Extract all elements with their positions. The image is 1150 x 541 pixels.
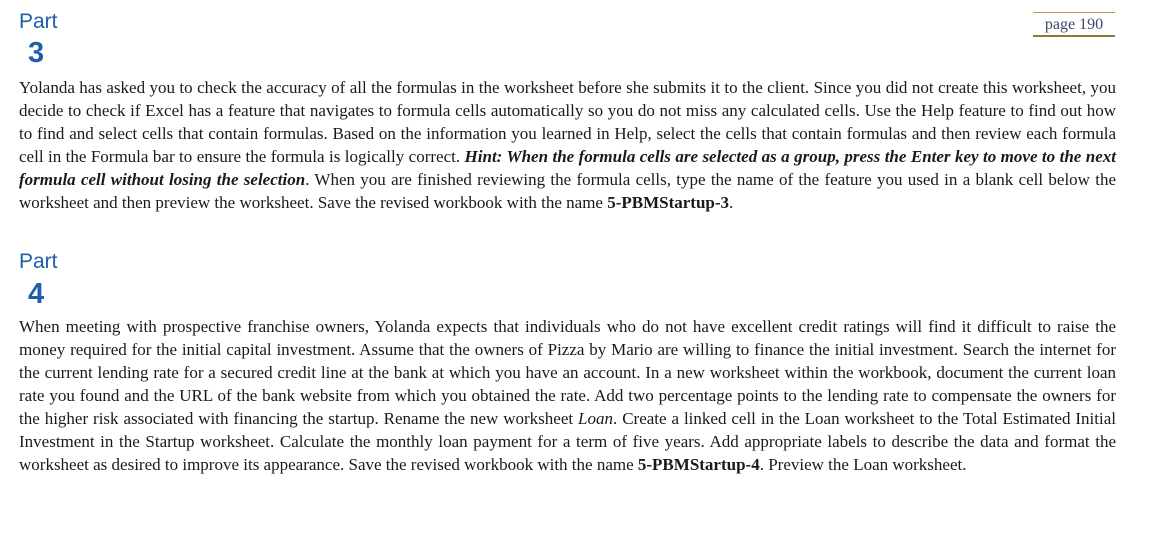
part-3-text-b: . When you are finished reviewing the formula cells, type the name of the feature you used in a blank cell below the worksheet and then preview the worksheet. Save the revised workbook with the name <box>19 170 1117 212</box>
part-4-label: Part <box>19 250 58 273</box>
part-3-text-c: . <box>729 193 734 212</box>
part-4-text-c: . Preview the Loan worksheet. <box>759 455 967 474</box>
part-3-number: 3 <box>28 37 45 69</box>
part-4-number: 4 <box>28 278 45 310</box>
page-number-marker: page 190 <box>1033 12 1115 37</box>
part-3-instructions <box>19 76 1116 214</box>
part-3-text-a: Yolanda has asked you to check the accuracy of all the formulas in the worksheet before she submits it to the client. Since you did not create this worksheet, you decide to check if Excel has a feature that navigates to formula cells automatically so you do not miss any calculated cells. Use the Help feature to find out how to find and select cells that contain formulas. Based on the information you learned in Help, select the cells that contain formulas and then review each formula cell in the Formula bar to ensure the formula is logically correct. <box>19 78 1116 166</box>
part-4-text-a: When meeting with prospective franchise owners, Yolanda expects that individuals who do not have excellent credit ratings will find it difficult to raise the money required for the initial capital investment. Assume that the owners of Pizza by Mario are willing to finance the initial investment. Search the internet for the current lending rate for a secured credit line at the bank at which you have an account. In a new worksheet within the workbook, document the current loan rate you found and the URL of the bank website from which you obtained the rate. Add two percentage points to the lending rate to compensate the owners for the higher risk associated with financing the startup. Rename the new worksheet <box>19 317 1116 428</box>
part-3-hint: Hint: When the formula cells are selected as a group, press the Enter key to move to the next formula cell without losing the selection <box>19 147 1116 189</box>
part-4-instructions <box>19 315 1116 476</box>
part-3-label: Part <box>19 10 58 33</box>
part-4-text-b: . Create a linked cell in the Loan worksheet to the Total Estimated Initial Investment in the Startup worksheet. Calculate the monthly loan payment for a term of five years. Add appropriate labels to describe the data and format the worksheet as desired to improve its appearance. Save the revised workbook with the name <box>19 409 1116 474</box>
part-4-sheet-name: Loan <box>578 409 614 428</box>
part-3-filename: 5-PBMStartup-3 <box>607 193 730 212</box>
part-4-filename: 5-PBMStartup-4 <box>637 455 760 474</box>
